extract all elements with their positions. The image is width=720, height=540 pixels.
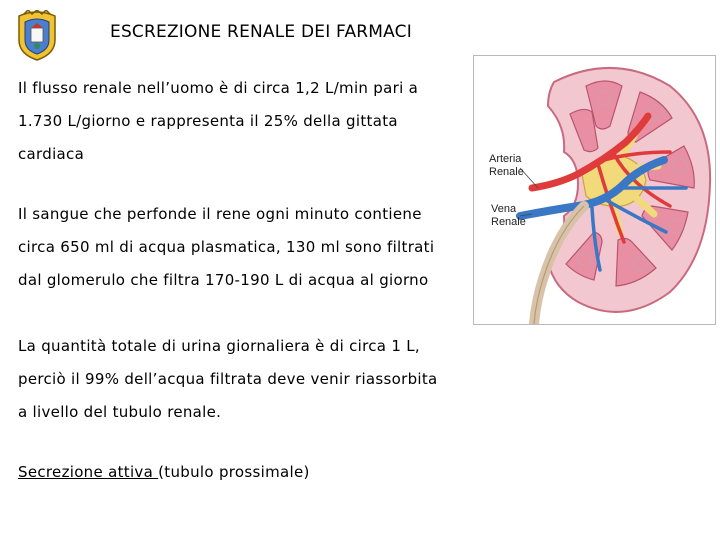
label-vena-renale <box>491 203 526 229</box>
coat-of-arms-icon <box>16 10 58 62</box>
paragraph-active-secretion <box>18 456 310 489</box>
label-line: Renale <box>491 216 526 228</box>
page-title: ESCREZIONE RENALE DEI FARMACI <box>110 22 412 42</box>
text-line: Il flusso renale nell’uomo è di circa 1,2 L/min pari a <box>18 79 419 97</box>
text-line: Il sangue che perfonde il rene ogni minuto contiene <box>18 205 422 223</box>
label-arteria-renale <box>489 153 524 179</box>
text-rest: (tubulo prossimale) <box>158 463 310 481</box>
text-line: dal glomerulo che filtra 170-190 L di acqua al giorno <box>18 271 429 289</box>
label-line: Renale <box>489 166 524 178</box>
kidney-figure <box>473 55 716 325</box>
text-line: La quantità totale di urina giornaliera è di circa 1 L, <box>18 337 421 355</box>
paragraph-plasma-filtration <box>18 198 434 297</box>
paragraph-renal-flow <box>18 72 418 171</box>
text-line: a livello del tubulo renale. <box>18 403 222 421</box>
logo <box>16 10 58 62</box>
text-line: 1.730 L/giorno e rappresenta il 25% della gittata <box>18 112 398 130</box>
label-line: Arteria <box>489 153 522 165</box>
kidney-cross-section-illustration <box>474 56 715 324</box>
paragraph-urine-quantity <box>18 330 438 429</box>
text-line: circa 650 ml di acqua plasmatica, 130 ml sono filtrati <box>18 238 435 256</box>
text-line: perciò il 99% dell’acqua filtrata deve venir riassorbita <box>18 370 438 388</box>
label-line: Vena <box>491 203 517 215</box>
text-line: cardiaca <box>18 145 85 163</box>
underlined-term: Secrezione attiva <box>18 463 159 481</box>
